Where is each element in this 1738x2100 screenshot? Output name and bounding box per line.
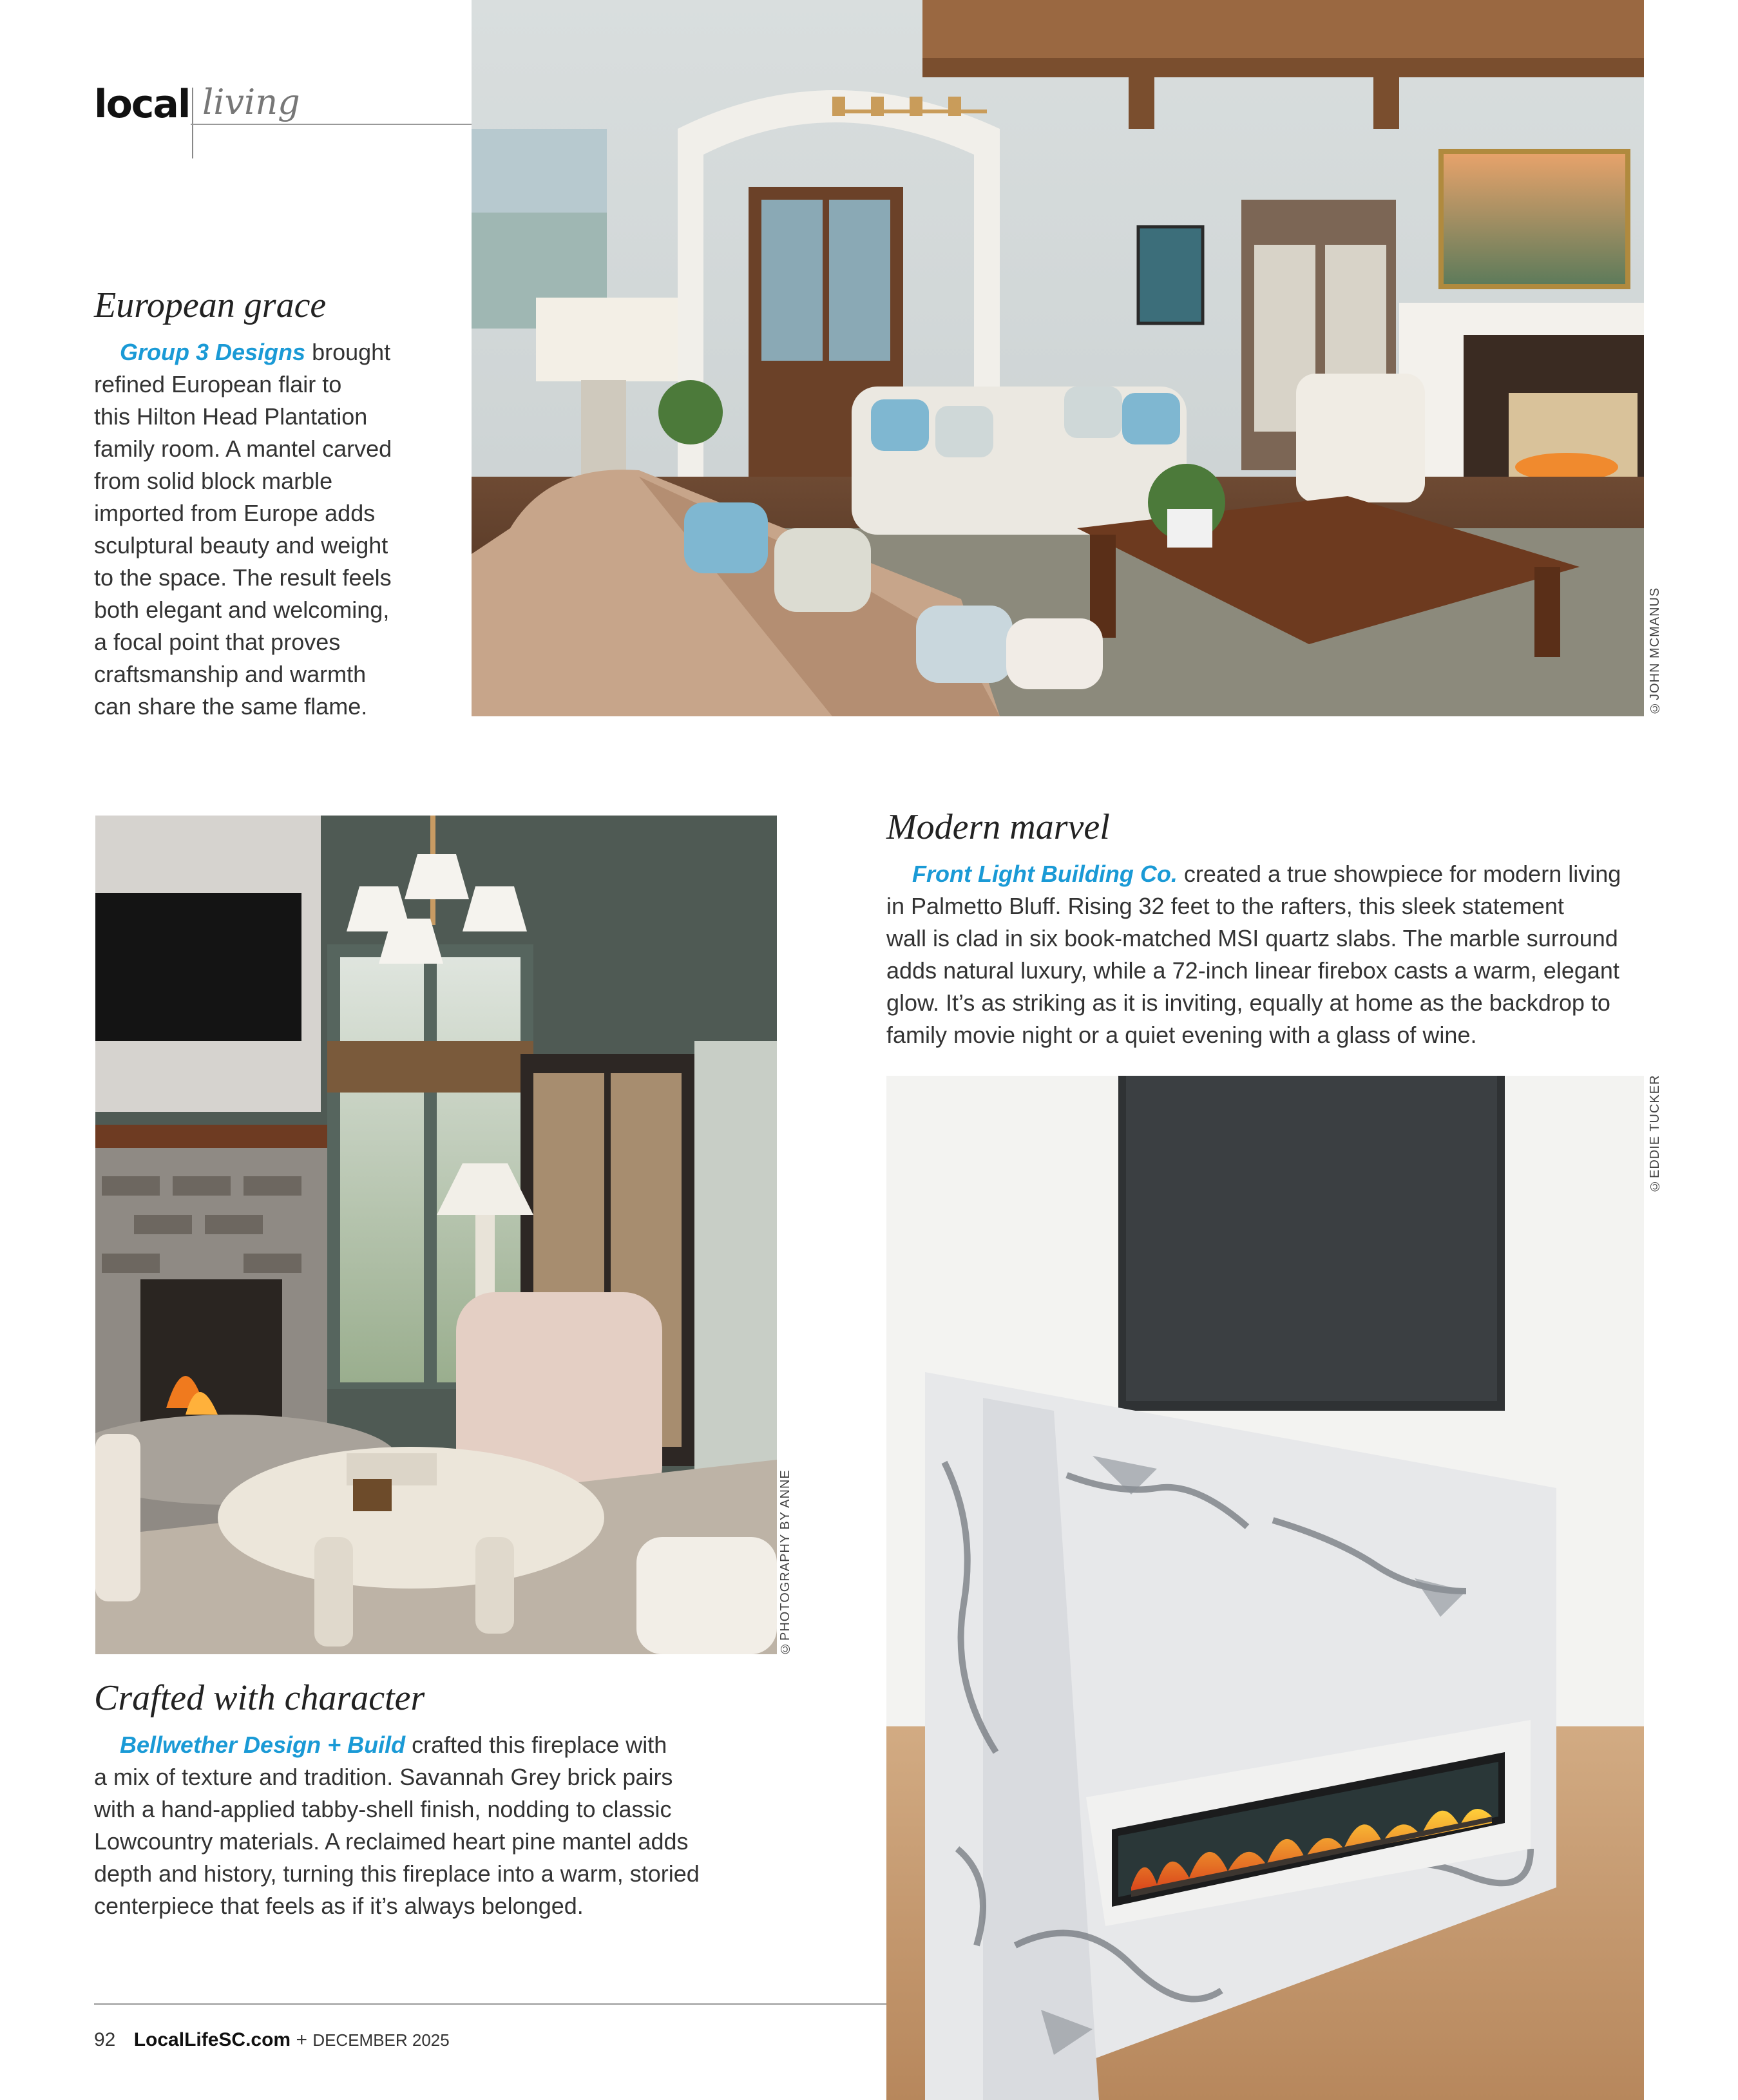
footer-issue-date: DECEMBER 2025 [312, 2030, 450, 2050]
company-link-group-3-designs[interactable]: Group 3 Designs [120, 339, 306, 365]
heading-crafted-with-character: Crafted with character [94, 1678, 425, 1718]
footer-site-link[interactable]: LocalLifeSC.com [133, 2029, 291, 2050]
header-rule [191, 124, 472, 125]
logo-local: local [94, 82, 190, 127]
logo-divider [192, 88, 193, 158]
photo-modern-marble-fireplace [886, 1076, 1644, 2100]
photo-credit-european: ©JOHN MCMANUS [1648, 587, 1662, 715]
logo-living: living [202, 82, 300, 122]
body-european-grace: Group 3 Designs brought refined European flair to this Hilton Head Plantation family room. A mantel carved from solid block marble imported from Europe adds sculptural beauty and weight to the space. The result feels both elegant and welcoming, a focal point that proves craftsmanship and warmth can share the same flame. [94, 339, 392, 720]
heading-modern-marvel: Modern marvel [886, 807, 1110, 847]
company-link-front-light-building-co[interactable]: Front Light Building Co. [912, 861, 1178, 887]
photo-brick-fireplace-room [95, 816, 777, 1654]
body-crafted-with-character: Bellwether Design + Build crafted this fireplace with a mix of texture and tradition. Savannah Grey brick pairs with a hand-applied tabby-shell finish, nodding to classic Lowcountry materials. A reclaimed heart pine mantel adds depth and history, turning this fireplace into a warm, storied centerpiece that feels as if it’s always belonged. [94, 1732, 700, 1919]
footer [94, 2029, 450, 2051]
company-link-bellwether-design-build[interactable]: Bellwether Design + Build [120, 1732, 406, 1758]
footer-separator: + [296, 2029, 313, 2050]
heading-european-grace: European grace [94, 285, 327, 325]
photo-european-living-room [472, 0, 1644, 716]
body-modern-marvel: Front Light Building Co. created a true showpiece for modern living in Palmetto Bluff. Rising 32 feet to the rafters, this sleek statement wall is clad in six book-matched MSI quartz slabs. The marble surround adds natural luxury, while a 72-inch linear firebox casts a warm, elegant glow. It’s as striking as it is inviting, equally at home as the backdrop to family movie night or a quiet evening with a glass of wine. [886, 861, 1621, 1048]
photo-credit-crafted: ©PHOTOGRAPHY BY ANNE [778, 1469, 792, 1656]
page-number: 92 [94, 2029, 116, 2050]
photo-credit-modern: ©EDDIE TUCKER [1648, 1074, 1662, 1193]
footer-rule [94, 2003, 886, 2005]
